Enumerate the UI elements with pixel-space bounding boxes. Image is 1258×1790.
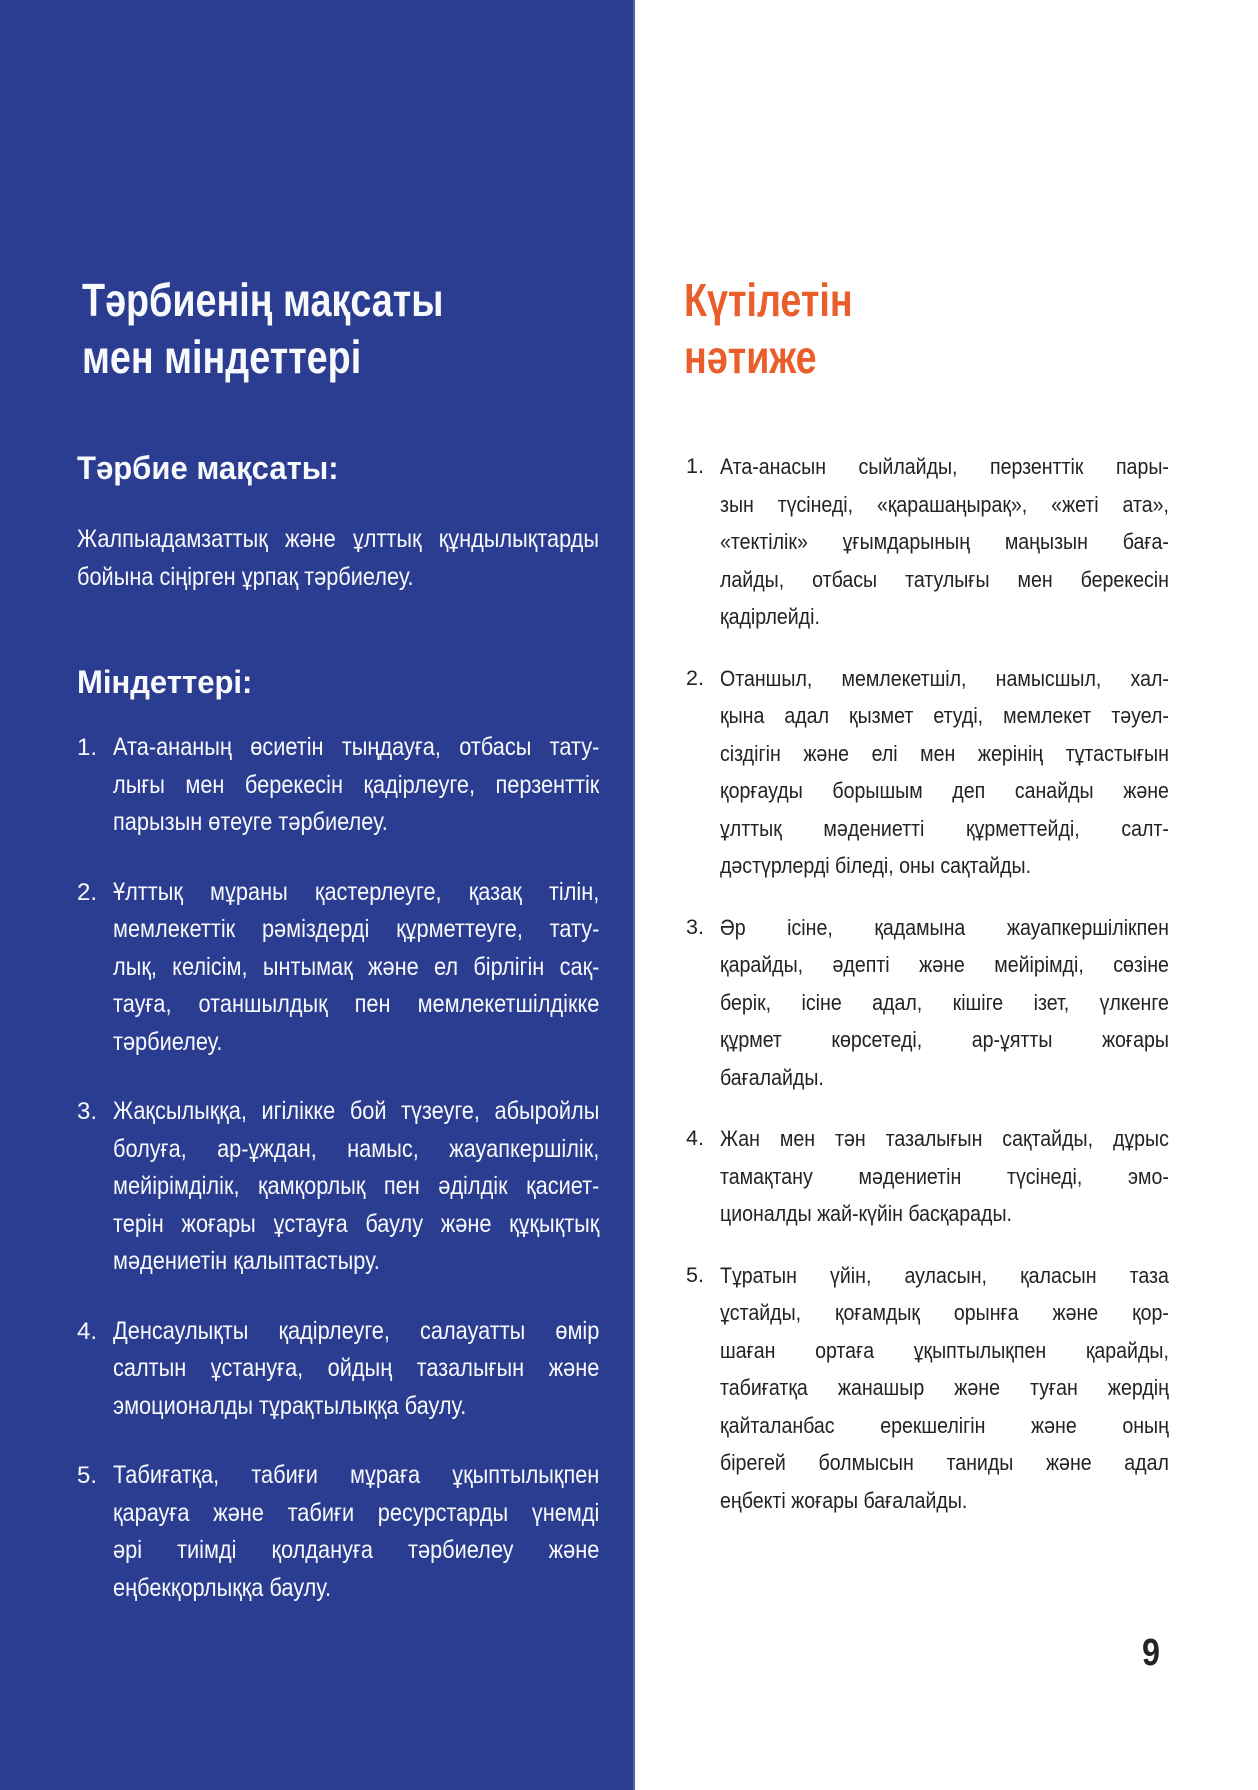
task-item [77, 1457, 637, 1607]
result-item [686, 1257, 1206, 1520]
result-item-number: 2. [686, 665, 704, 690]
result-item-number: 1. [686, 454, 704, 478]
task-item-number: 2. [77, 878, 98, 906]
task-item-number: 3. [77, 1098, 98, 1125]
result-item-text: Тұратын үйін, ауласын, қаласын таза ұстайды, қоғамдық орынға және қор- шаған ортаға ұқыптылықпен қарайды, табиғатқа жанашыр және туған жердің қайталанбас ерекшелігін және оның бірегей болмысын таниды және адал еңбекті жоғары бағалайды. [720, 1262, 1169, 1513]
task-item-text: Табиғатқа, табиғи мұраға ұқыптылықпен қарауға және табиғи ресурстарды үнемді әрі тиімді қолдануға тәрбиелеу және еңбекқорлыққа баулу. [113, 1461, 600, 1602]
goal-paragraph: Жалпыадамзаттық және ұлттық құндылықтарды бойына сіңірген ұрпақ тәрбиелеу. [77, 525, 599, 591]
page-number: 9 [1142, 1632, 1160, 1674]
task-item-text: Денсаулықты қадірлеуге, салауатты өмір салтын ұстануға, ойдың тазалығын және эмоционалды тұрақтылыққа баулу. [113, 1316, 600, 1420]
result-item-number: 3. [686, 914, 704, 939]
result-item-number: 5. [686, 1262, 704, 1287]
task-item [77, 1093, 637, 1281]
task-item [77, 874, 637, 1062]
result-item [686, 448, 1206, 636]
result-item-text: Отаншыл, мемлекетшіл, намысшыл, хал- қына адал қызмет етуді, мемлекет тәуел- сіздігін және елі мен жерінің тұтастығын қорғауды борышым деп санайды және ұлттық мәдениетті құрметтейді, салт- дәстүрлерді біледі, оны сақтайды. [720, 665, 1169, 878]
result-item-text: Әр ісіне, қадамына жауапкершілікпен қарайды, әдепті және мейірімді, сөзіне берік, ісіне адал, кішіге ізет, үлкенге құрмет көрсетеді, ар-ұятты жоғары бағалайды. [720, 914, 1169, 1090]
task-item-text: Ұлттық мұраны қастерлеуге, қазақ тілін, мемлекеттік рәміздерді құрметтеуге, тату- лық, келісім, ынтымақ және ел бірлігін сақ- тауға, отаншылдық пен мемлекетшілдікке тәрбиелеу. [113, 877, 600, 1056]
task-item [77, 729, 637, 842]
result-item [686, 1120, 1206, 1233]
result-item [686, 660, 1206, 885]
goal-heading: Тәрбие мақсаты: [77, 450, 339, 486]
tasks-heading: Міндеттері: [77, 664, 253, 700]
tasks-list [77, 729, 637, 1639]
result-item-text: Ата-анасын сыйлайды, перзенттік пары- зын түсінеді, «қарашаңырақ», «жеті ата», «тектілік» ұғымдарының маңызын баға- лайды, отбасы татулығы мен берекесін қадірлейді. [720, 454, 1169, 629]
results-list [686, 448, 1206, 1543]
left-panel-title: Тәрбиенің мақсаты мен міндеттері [82, 274, 444, 383]
task-item-number: 4. [77, 1317, 98, 1345]
task-item-text: Ата-ананың өсиетін тыңдауға, отбасы тату- лығы мен берекесін қадірлеуге, перзенттік парызын өтеуге тәрбиелеу. [113, 733, 600, 836]
task-item [77, 1313, 637, 1426]
expected-results-title: Күтілетін нәтиже [684, 274, 853, 383]
result-item [686, 909, 1206, 1097]
result-item-number: 4. [686, 1126, 704, 1150]
task-item-number: 1. [77, 734, 98, 761]
result-item-text: Жан мен тән тазалығын сақтайды, дұрыс тамақтану мәдениетін түсінеді, эмо- ционалды жай-күйін басқарады. [720, 1126, 1169, 1226]
task-item-text: Жақсылыққа, игілікке бой түзеуге, абыройлы болуға, ар-ұждан, намыс, жауапкершілік, мейірімділік, қамқорлық пен әділдік қасиет- терін жоғары ұстауға баулу және құқықтық мәдениетін қалыптастыру. [113, 1097, 600, 1275]
task-item-number: 5. [77, 1462, 98, 1489]
